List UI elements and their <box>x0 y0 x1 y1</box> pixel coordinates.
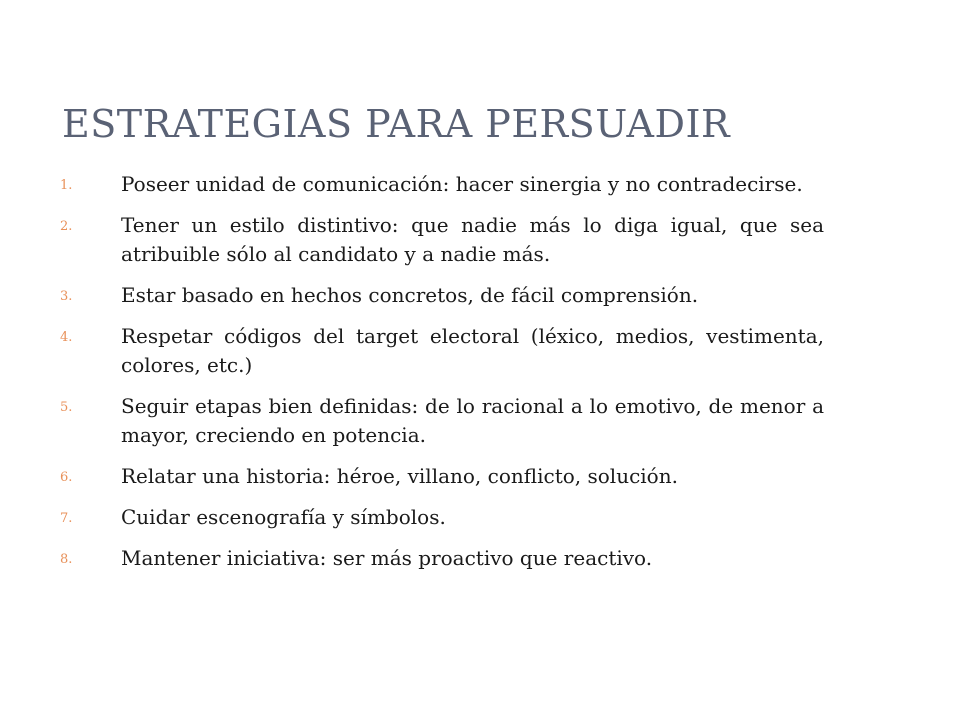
list-item-number: 7. <box>60 511 73 526</box>
list-item-text: Seguir etapas bien definidas: de lo racional a lo emotivo, de menor a mayor, creciendo en potencia. <box>121 394 824 447</box>
list-item <box>60 392 824 450</box>
list-item-number: 5. <box>60 400 73 415</box>
slide-title: ESTRATEGIAS PARA PERSUADIR <box>62 102 731 146</box>
list-item <box>60 503 824 532</box>
list-item-number: 2. <box>60 219 73 234</box>
list-item <box>60 544 824 573</box>
list-item-number: 6. <box>60 470 73 485</box>
list-item <box>60 170 824 199</box>
list-item-text: Poseer unidad de comunicación: hacer sinergia y no contradecirse. <box>121 172 803 196</box>
list-item-text: Tener un estilo distintivo: que nadie más lo diga igual, que sea atribuible sólo al candidato y a nadie más. <box>121 213 824 266</box>
list-item <box>60 211 824 269</box>
list-item-number: 3. <box>60 289 73 304</box>
list-item-number: 8. <box>60 552 73 567</box>
list-item <box>60 281 824 310</box>
list-item-text: Respetar códigos del target electoral (léxico, medios, vestimenta, colores, etc.) <box>121 324 824 377</box>
list-item-text: Cuidar escenografía y símbolos. <box>121 505 446 529</box>
list-item-number: 4. <box>60 330 73 345</box>
list-item-text: Estar basado en hechos concretos, de fácil comprensión. <box>121 283 699 307</box>
list-item <box>60 462 824 491</box>
list-item-text: Mantener iniciativa: ser más proactivo que reactivo. <box>121 546 653 570</box>
list-item <box>60 322 824 380</box>
list-item-number: 1. <box>60 178 73 193</box>
list-item-text: Relatar una historia: héroe, villano, conflicto, solución. <box>121 464 678 488</box>
strategy-list <box>60 170 824 585</box>
